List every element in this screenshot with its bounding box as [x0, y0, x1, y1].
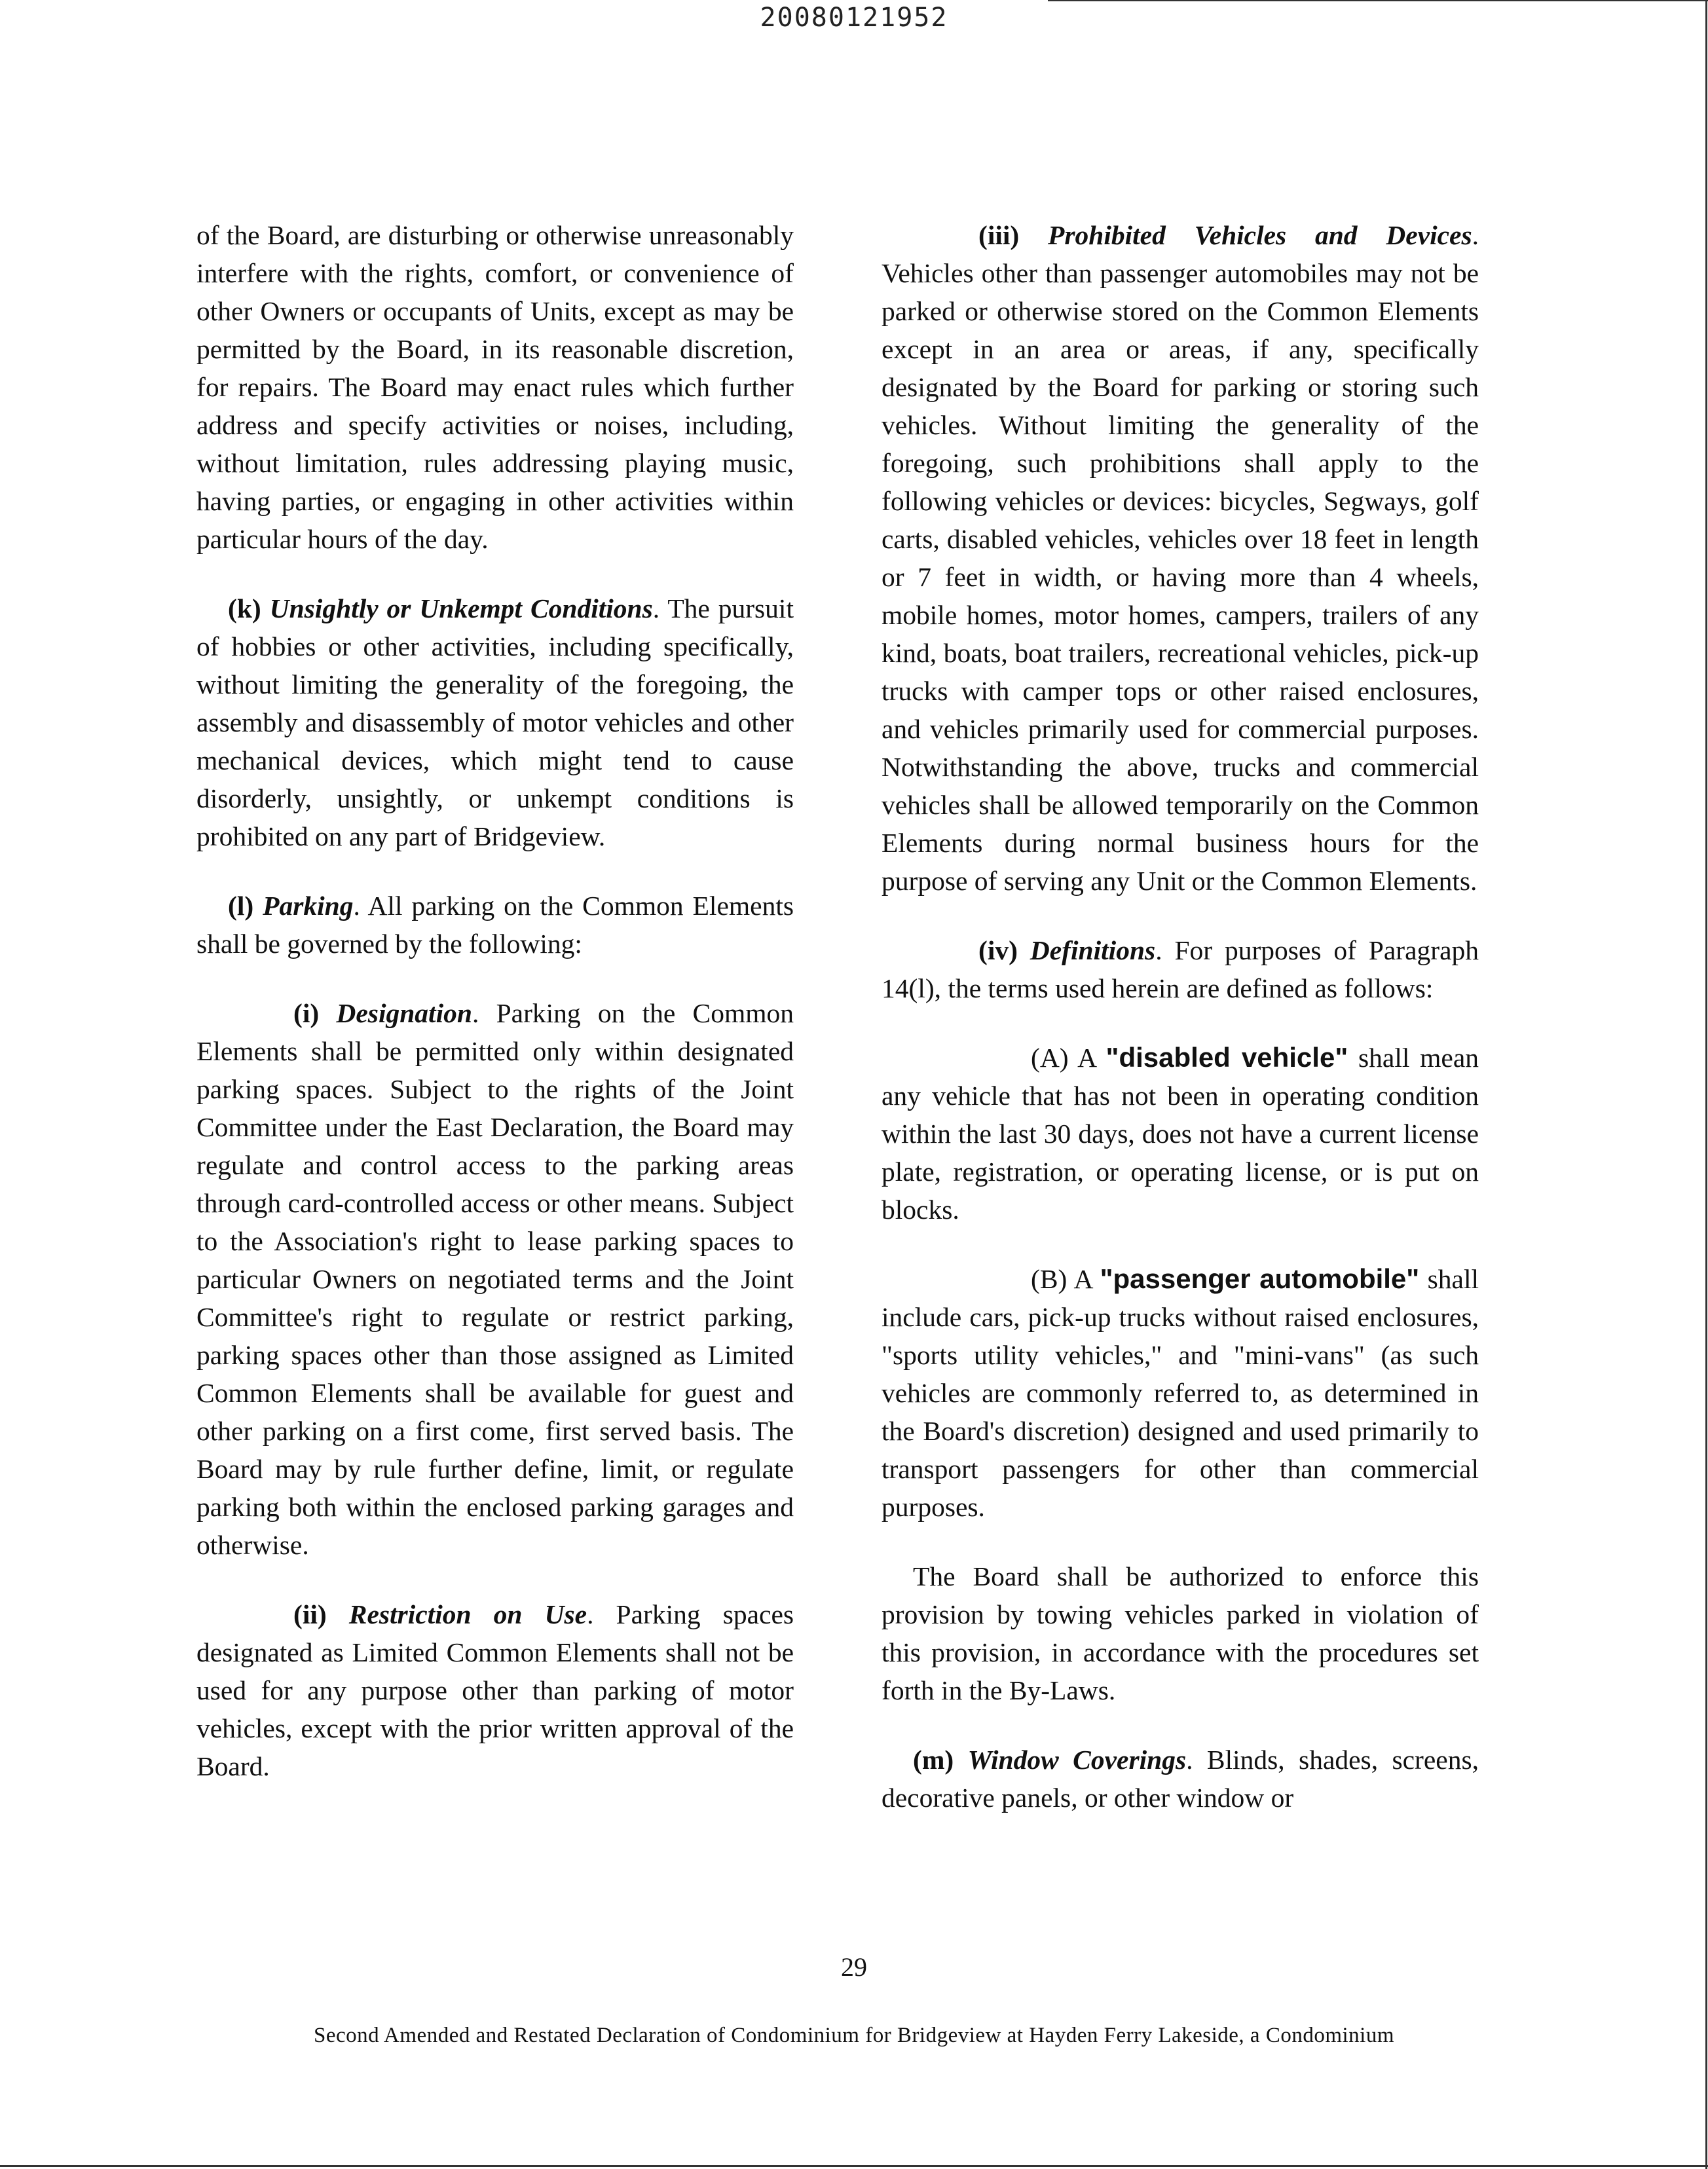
section-l-text: All parking on the Common Elements shall be governed by the following: [196, 891, 794, 959]
subsection-iv: (iv) Definitions. For purposes of Paragraph 14(l), the terms used herein are defined as follows: [882, 935, 1479, 1003]
continued-paragraph: of the Board, are disturbing or otherwise unreasonably interfere with the rights, comfort, or convenience of other Owners or occupants of Units, except as may be permitted by the Board, in its reasonable discretion, for repairs. The Board may enact rules which further address and specify activities or noises, including, without limitation, rules addressing playing music, having parties, or engaging in other activities within particular hours of the day. [196, 220, 794, 554]
definition-a-term: "disabled vehicle" [1105, 1042, 1348, 1073]
subsection-iv-title: Definitions [1030, 935, 1156, 965]
document-footer: Second Amended and Restated Declaration of Condominium for Bridgeview at Hayden Ferry Lakeside, a Condominium [313, 2024, 1395, 2047]
scan-edge-line-right [1705, 0, 1707, 2169]
subsection-ii-text: Parking spaces designated as Limited Common Elements shall not be used for any purpose other than parking of motor vehicles, except with the prior written approval of the Board. [196, 1599, 794, 1781]
subsection-iii: (iii) Prohibited Vehicles and Devices. Vehicles other than passenger automobiles may not be parked or otherwise stored on the Common Elements except in an area or areas, if any, specifically designated by the Board for parking or storing such vehicles. Without limiting the generality of the foregoing, such prohibitions shall apply to the following vehicles or devices: bicycles, Segways, golf carts, disabled vehicles, vehicles over 18 feet in length or 7 feet in width, or having more than 4 wheels, mobile homes, motor homes, campers, trailers of any kind, boats, boat trailers, recreational vehicles, pick-up trucks with camper tops or other raised enclosures, and vehicles primarily used for commercial purposes. Notwithstanding the above, trucks and commercial vehicles shall be allowed temporarily on the Common Elements during normal business hours for the purpose of serving any Unit or the Common Elements. [882, 220, 1479, 896]
subsection-iii-text: Vehicles other than passenger automobiles may not be parked or otherwise stored on the Common Elements except in an area or areas, if any, specifically designated by the Board for parking or storing such vehicles. Without limiting the generality of the foregoing, such prohibitions shall apply to the following vehicles or devices: bicycles, Segways, golf carts, disabled vehicles, vehicles over 18 feet in length or 7 feet in width, or having more than 4 wheels, mobile homes, motor homes, campers, trailers of any kind, boats, boat trailers, recreational vehicles, pick-up trucks with camper tops or other raised enclosures, and vehicles primarily used for commercial purposes. Notwithstanding the above, trucks and commercial vehicles shall be allowed temporarily on the Common Elements during normal business hours for the purpose of serving any Unit or the Common Elements. [882, 258, 1479, 896]
subsection-iv-text: For purposes of Paragraph 14(l), the terms used herein are defined as follows: [882, 935, 1479, 1003]
section-k-title: Unsightly or Unkempt Conditions [269, 593, 653, 623]
section-l-title: Parking [263, 891, 354, 921]
page-number: 29 [841, 1952, 867, 1982]
scan-edge-line-top [1048, 0, 1708, 1]
subsection-i-title: Designation [336, 998, 472, 1028]
subsection-iii-label: (iii) [978, 220, 1020, 250]
enforcement-paragraph: The Board shall be authorized to enforce this provision by towing vehicles parked in violation of this provision, in accordance with the procedures set forth in the By-Laws. [882, 1561, 1479, 1705]
definition-b-label: (B) [1031, 1264, 1068, 1294]
subsection-i-text: Parking on the Common Elements shall be permitted only within designated parking spaces. Subject to the rights of the Joint Committee under the East Declaration, the Board may regulate and control access to the parking areas through card-controlled access or other means. Subject to the Association's right to lease parking spaces to particular Owners on negotiated terms and the Joint Committee's right to regulate or restrict parking, parking spaces other than those assigned as Limited Common Elements shall be available for guest and other parking on a first come, first served basis. The Board may by rule further define, limit, or regulate parking both within the enclosed parking garages and otherwise. [196, 998, 794, 1560]
section-m: (m) Window Coverings. Blinds, shades, screens, decorative panels, or other window or [882, 1745, 1479, 1813]
section-k-label: (k) [228, 593, 261, 623]
section-m-label: (m) [913, 1745, 954, 1775]
subsection-i: (i) Designation. Parking on the Common Elements shall be permitted only within designated parking spaces. Subject to the rights of the Joint Committee under the East Declaration, the Board may regulate and control access to the parking areas through card-controlled access or other means. Subject to the Association's right to lease parking spaces to particular Owners on negotiated terms and the Joint Committee's right to regulate or restrict parking, parking spaces other than those assigned as Limited Common Elements shall be available for guest and other parking on a first come, first served basis. The Board may by rule further define, limit, or regulate parking both within the enclosed parking garages and otherwise. [196, 998, 794, 1560]
definition-a-article: A [1077, 1043, 1096, 1073]
definition-b-article: A [1073, 1264, 1092, 1294]
definition-a [882, 1039, 1479, 1229]
definition-b-term: "passenger automobile" [1100, 1263, 1420, 1294]
section-m-text: Blinds, shades, screens, decorative panels, or other window or [882, 1745, 1479, 1813]
definition-a-label: (A) [1031, 1043, 1069, 1073]
subsection-ii-title: Restriction on Use [348, 1599, 587, 1629]
section-l-label: (l) [228, 891, 254, 921]
subsection-ii-label: (ii) [293, 1599, 327, 1629]
subsection-ii: (ii) Restriction on Use. Parking spaces designated as Limited Common Elements shall not be used for any purpose other than parking of motor vehicles, except with the prior written approval of the Board. [196, 1599, 794, 1781]
right-column [882, 216, 1479, 1848]
subsection-iv-label: (iv) [978, 935, 1018, 965]
definition-b [882, 1260, 1479, 1526]
left-column [196, 216, 794, 1817]
section-k-text: The pursuit of hobbies or other activities, including specifically, without limiting the generality of the foregoing, the assembly and disassembly of motor vehicles and other mechanical devices, which might tend to cause disorderly, unsightly, or unkempt conditions is prohibited on any part of Bridgeview. [196, 593, 794, 851]
section-k: (k) Unsightly or Unkempt Conditions. The pursuit of hobbies or other activities, including specifically, without limiting the generality of the foregoing, the assembly and disassembly of motor vehicles and other mechanical devices, which might tend to cause disorderly, unsightly, or unkempt conditions is prohibited on any part of Bridgeview. [196, 593, 794, 851]
section-m-title: Window Coverings [967, 1745, 1187, 1775]
document-number: 20080121952 [760, 3, 948, 33]
definition-a-text: shall mean any vehicle that has not been in operating condition within the last 30 days, does not have a current license plate, registration, or operating license, or is put on blocks. [882, 1043, 1479, 1225]
subsection-iii-title: Prohibited Vehicles and Devices [1047, 220, 1472, 250]
definition-b-text: shall include cars, pick-up trucks without raised enclosures, "sports utility vehicles," and "mini-vans" (as such vehicles are commonly referred to, as determined in the Board's discretion) designed and used primarily to transport passengers for other than commercial purposes. [882, 1264, 1479, 1522]
subsection-i-label: (i) [293, 998, 320, 1028]
scan-edge-line-bottom [0, 2165, 1708, 2167]
section-l: (l) Parking. All parking on the Common Elements shall be governed by the following: [196, 891, 794, 959]
